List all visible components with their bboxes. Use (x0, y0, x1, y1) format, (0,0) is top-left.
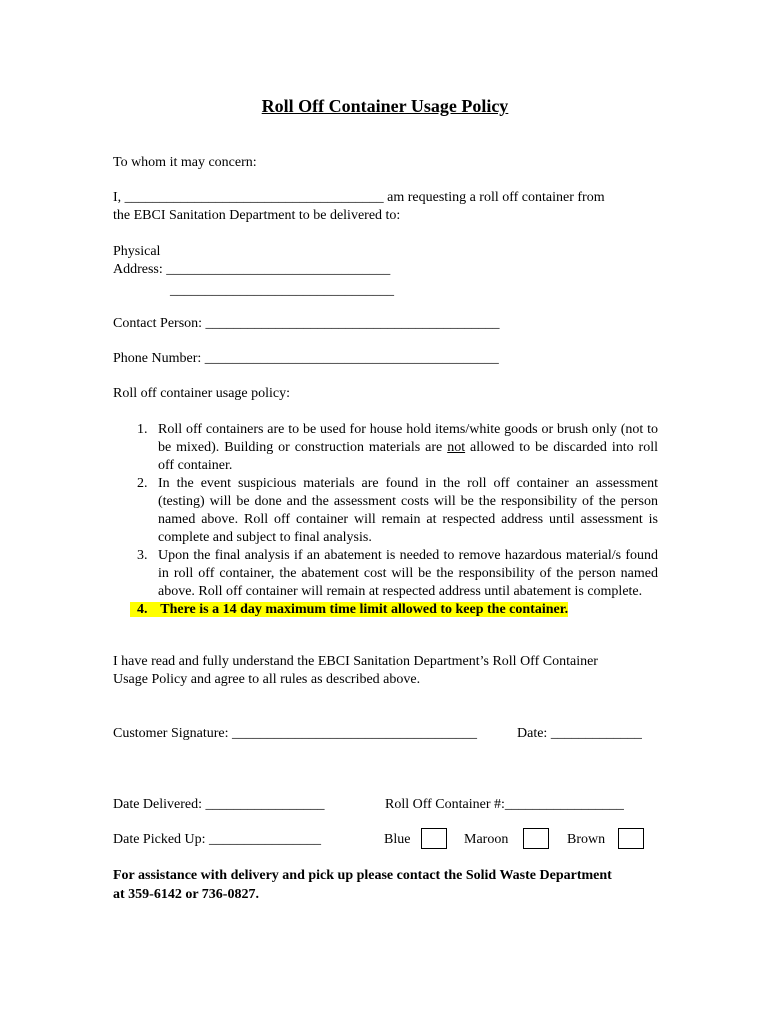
signature-date-field: Date: _____________ (517, 726, 642, 741)
policy-item-text: There is a 14 day maximum time limit allowed to keep the container. (160, 602, 569, 617)
request-line-1: I, _____________________________________ am requesting a roll off container from (113, 190, 605, 205)
policy-item-number: 1. (137, 422, 148, 437)
policy-list (130, 421, 658, 619)
blue-checkbox[interactable] (421, 828, 447, 849)
policy-item-text: Upon the final analysis if an abatement is needed to remove hazardous material/s found in roll off container, the abatement cost will be the responsibility of the person named above. Roll off container will remain at respected address until abatement is complete. (158, 548, 658, 599)
policy-item-1 (130, 421, 658, 475)
assistance-line-2: at 359-6142 or 736-0827. (113, 887, 259, 902)
policy-item-2 (130, 475, 658, 547)
date-picked-up-field: Date Picked Up: ________________ (113, 832, 322, 847)
color-label-blue: Blue (384, 832, 411, 847)
request-line-2: the EBCI Sanitation Department to be delivered to: (113, 208, 401, 223)
policy-item-text: Roll off containers are to be used for house hold items/white goods or brush only (not to be mixed). Building or construction materials are (158, 422, 658, 455)
contact-person-field: Contact Person: __________________________________________ (113, 316, 500, 331)
phone-number-field: Phone Number: __________________________________________ (113, 351, 499, 366)
policy-item-underlined: not (447, 440, 466, 455)
acknowledgement-line-1: I have read and fully understand the EBCI Sanitation Department’s Roll Off Container (113, 654, 598, 669)
address-second-line: ________________________________ (170, 283, 394, 298)
policy-item-number: 2. (137, 476, 148, 491)
address-label-line: Address: ________________________________ (113, 262, 391, 277)
document-title: Roll Off Container Usage Policy (261, 96, 509, 116)
acknowledgement-line-2: Usage Policy and agree to all rules as described above. (113, 672, 421, 687)
policy-item-text: In the event suspicious materials are found in the roll off container an assessment (testing) will be done and the assessment costs will be the responsibility of the person named above. Roll off container will remain at respected address until assessment is complete and subject to final analysis. (158, 476, 658, 545)
color-label-maroon: Maroon (464, 832, 509, 847)
date-delivered-field: Date Delivered: _________________ (113, 797, 325, 812)
assistance-line-1: For assistance with delivery and pick up please contact the Solid Waste Department (113, 868, 612, 883)
maroon-checkbox[interactable] (523, 828, 549, 849)
highlighted-policy-item (130, 602, 568, 617)
salutation: To whom it may concern: (113, 155, 257, 170)
policy-item-3 (130, 547, 658, 601)
color-label-brown: Brown (567, 832, 606, 847)
policy-item-text-after: allowed to be discarded into roll off container. (158, 440, 658, 473)
customer-signature-field: Customer Signature: ___________________________________ (113, 726, 477, 741)
address-label-physical: Physical (113, 244, 161, 259)
policy-item-number: 4. (137, 602, 148, 617)
policy-item-4 (130, 601, 658, 619)
brown-checkbox[interactable] (618, 828, 644, 849)
policy-heading: Roll off container usage policy: (113, 386, 291, 401)
container-number-field: Roll Off Container #:_________________ (385, 797, 624, 812)
policy-item-number: 3. (137, 548, 148, 563)
